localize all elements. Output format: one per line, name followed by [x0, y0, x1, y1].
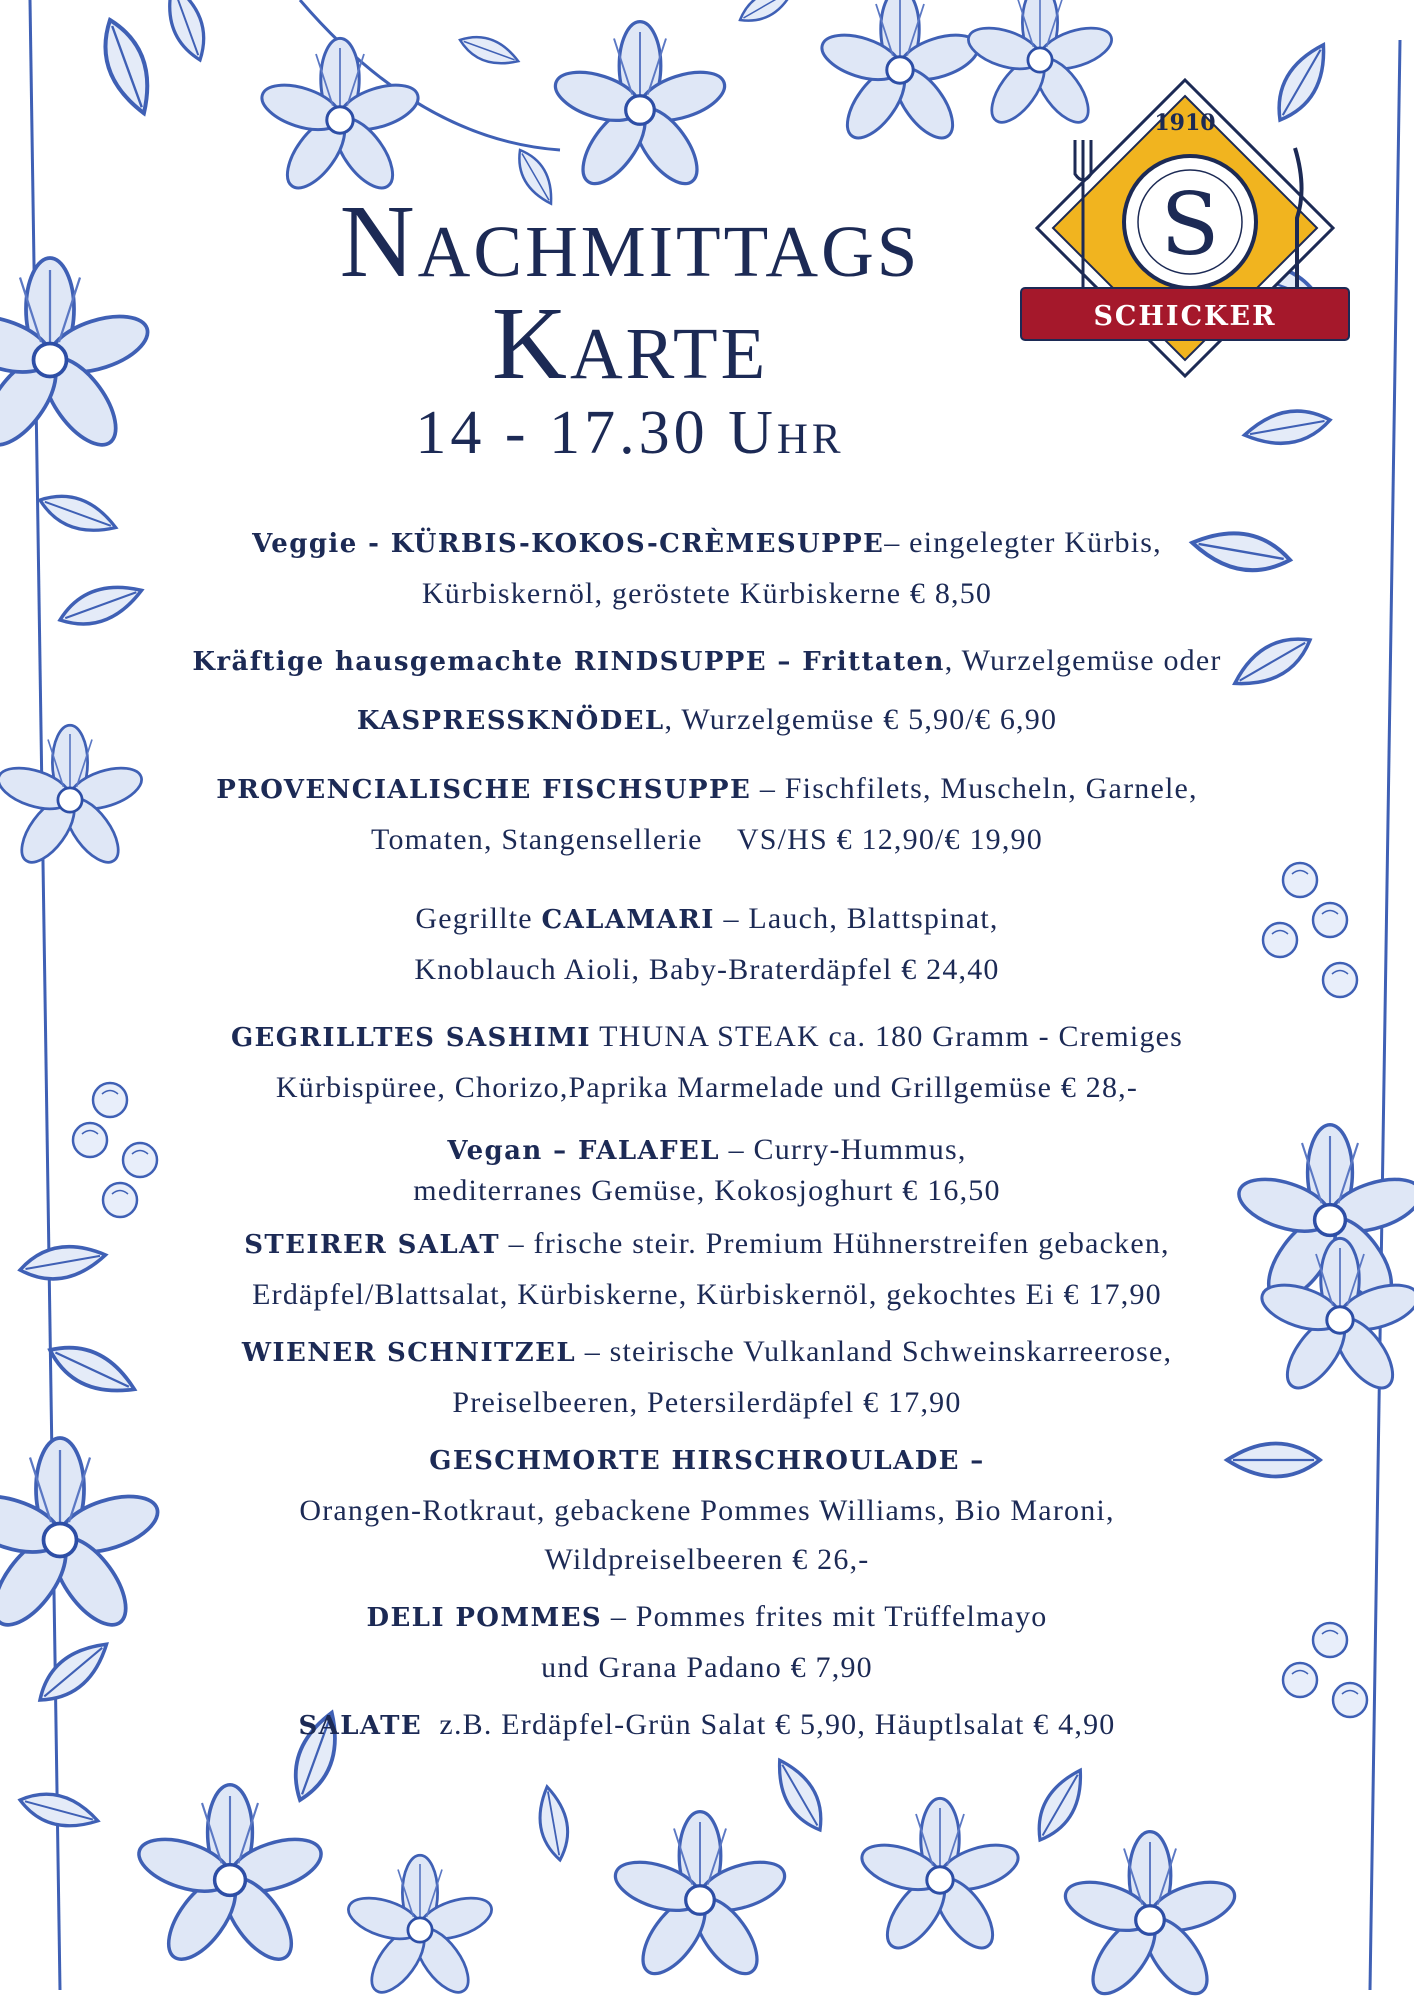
menu-item-rindsuppe	[150, 636, 1264, 746]
menu-item-line: Knoblauch Aioli, Baby-Braterdäpfel € 24,40	[414, 953, 1000, 986]
menu-item-sashimi	[150, 1012, 1264, 1112]
title-line-2: Karte	[491, 286, 769, 401]
menu-item-line: Erdäpfel/Blattsalat, Kürbiskerne, Kürbiskernöl, gekochtes Ei € 17,90	[252, 1278, 1162, 1311]
menu-item-line: Kürbiskernöl, geröstete Kürbiskerne € 8,50	[421, 577, 993, 610]
menu-item-deli-pommes	[150, 1592, 1264, 1692]
menu-item-line: mediterranes Gemüse, Kokosjoghurt € 16,50	[413, 1174, 1001, 1207]
floral-top	[93, 0, 1116, 209]
menu-item-salate	[150, 1700, 1264, 1751]
menu-item-line: Vegan – FALAFEL – Curry-Hummus,	[447, 1133, 967, 1166]
logo-monogram: S	[1160, 175, 1220, 275]
menu-item-line: Kräftige hausgemachte RINDSUPPE – Frittaten, Wurzelgemüse oder	[192, 644, 1222, 677]
menu-item-line: SALATE z.B. Erdäpfel-Grün Salat € 5,90, Häuptlsalat € 4,90	[298, 1708, 1116, 1741]
logo-name: SCHICKER	[1093, 301, 1277, 332]
menu-item-line: DELI POMMES – Pommes frites mit Trüffelmayo	[366, 1600, 1048, 1633]
menu-item-line: Kürbispüree, Chorizo,Paprika Marmelade und Grillgemüse € 28,-	[275, 1071, 1139, 1104]
menu-item-line: und Grana Padano € 7,90	[541, 1651, 873, 1684]
menu-item-line: PROVENCIALISCHE FISCHSUPPE – Fischfilets, Muscheln, Garnele,	[216, 772, 1198, 805]
opening-hours: 14 - 17.30 Uhr	[415, 399, 845, 467]
logo-year: 1910	[1154, 110, 1216, 136]
floral-left	[0, 0, 164, 1990]
menu-item-falafel	[150, 1130, 1264, 1211]
menu-item-line: Preiselbeeren, Petersilerdäpfel € 17,90	[452, 1386, 962, 1419]
menu-item-wiener-schnitzel	[150, 1327, 1264, 1427]
menu-item-line: STEIRER SALAT – frische steir. Premium Hühnerstreifen gebacken,	[244, 1227, 1170, 1260]
menu-item-hirschroulade	[150, 1435, 1264, 1584]
menu-item-line: GEGRILLTES SASHIMI THUNA STEAK ca. 180 Gramm - Cremiges	[230, 1020, 1184, 1053]
menu-item-line: KASPRESSKNÖDEL, Wurzelgemüse € 5,90/€ 6,90	[356, 703, 1058, 736]
title-line-1: Nachmittags	[339, 184, 921, 299]
menu-list	[150, 518, 1264, 1751]
menu-item-line: WIENER SCHNITZEL – steirische Vulkanland Schweinskarreerose,	[241, 1335, 1173, 1368]
menu-item-line: GESCHMORTE HIRSCHROULADE –	[429, 1446, 985, 1476]
menu-item-line: Gegrillte CALAMARI – Lauch, Blattspinat,	[415, 902, 999, 935]
menu-item-kuerbis-suppe	[150, 518, 1264, 618]
menu-item-calamari	[150, 894, 1264, 994]
menu-item-line: Veggie - KÜRBIS-KOKOS-CRÈMESUPPE– eingelegter Kürbis,	[252, 526, 1162, 559]
menu-item-steirer-salat	[150, 1219, 1264, 1319]
menu-item-fischsuppe	[150, 764, 1264, 864]
menu-item-line: Tomaten, Stangensellerie VS/HS € 12,90/€ 19,90	[371, 823, 1043, 856]
menu-header	[180, 184, 1080, 467]
menu-item-line: Orangen-Rotkraut, gebackene Pommes Williams, Bio Maroni,	[299, 1494, 1115, 1527]
menu-item-line: Wildpreiselbeeren € 26,-	[544, 1543, 870, 1576]
